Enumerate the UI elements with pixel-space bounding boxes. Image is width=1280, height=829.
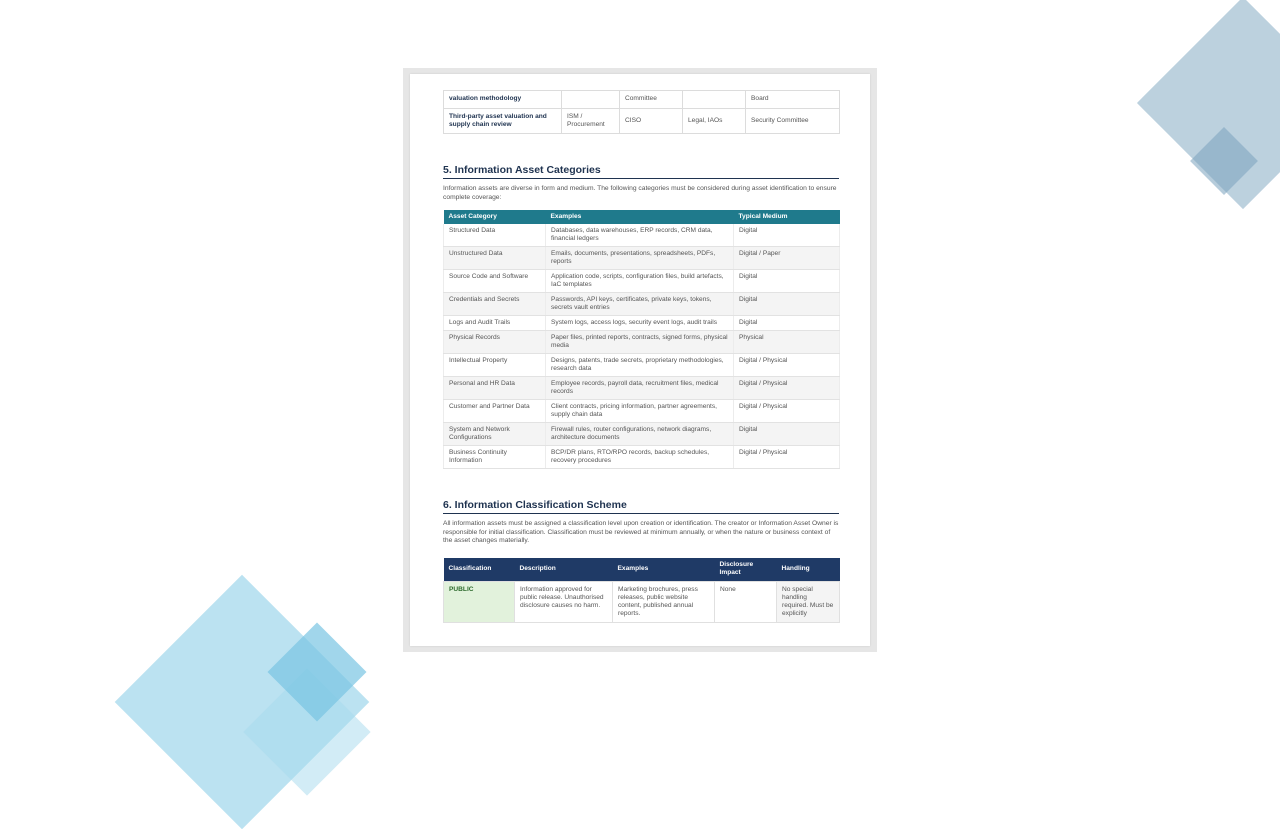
table-row (444, 400, 840, 423)
table-cell: Firewall rules, router configurations, network diagrams, architecture documents (546, 423, 734, 446)
asset-categories-table (443, 210, 840, 469)
table-row (444, 109, 840, 134)
page-content (443, 90, 839, 623)
table-cell: Application code, scripts, configuration files, build artefacts, IaC templates (546, 270, 734, 293)
table-cell: Marketing brochures, press releases, public website content, published annual reports. (613, 581, 715, 622)
table-cell: Digital (734, 224, 840, 247)
table-cell: Digital / Physical (734, 446, 840, 469)
table-row (444, 293, 840, 316)
table-cell: Digital (734, 270, 840, 293)
table-cell: ISM / Procurement (562, 109, 620, 134)
section-heading: 6. Information Classification Scheme (443, 499, 839, 514)
table-cell: System and Network Configurations (444, 423, 546, 446)
table-cell: Digital / Physical (734, 354, 840, 377)
column-header: Classification (444, 558, 515, 582)
table-cell: Structured Data (444, 224, 546, 247)
classification-table (443, 558, 840, 623)
table-cell: System logs, access logs, security event logs, audit trails (546, 316, 734, 331)
column-header: Asset Category (444, 210, 546, 224)
table-cell: Digital (734, 423, 840, 446)
column-header: Handling (777, 558, 840, 582)
table-row (444, 377, 840, 400)
table-cell: Security Committee (746, 109, 840, 134)
table-cell: Emails, documents, presentations, spreadsheets, PDFs, reports (546, 247, 734, 270)
table-cell: Client contracts, pricing information, partner agreements, supply chain data (546, 400, 734, 423)
table-cell (683, 91, 746, 109)
responsibility-table (443, 90, 840, 134)
table-header-row (444, 558, 840, 582)
table-cell: Digital / Physical (734, 377, 840, 400)
table-cell: Committee (620, 91, 683, 109)
column-header: Typical Medium (734, 210, 840, 224)
section-intro: Information assets are diverse in form and medium. The following categories must be considered during asset identification to ensure complete coverage: (443, 185, 837, 201)
table-row (444, 423, 840, 446)
table-cell: Source Code and Software (444, 270, 546, 293)
table-cell: Business Continuity Information (444, 446, 546, 469)
table-cell: Unstructured Data (444, 247, 546, 270)
table-cell: Digital (734, 316, 840, 331)
section-intro: All information assets must be assigned a classification level upon creation or identification. The creator or Information Asset Owner is responsible for initial classification. Classification must be reviewed at minimum annually, or when the nature or business context of the asset changes materially. (443, 520, 839, 544)
table-cell: Paper files, printed reports, contracts, signed forms, physical media (546, 331, 734, 354)
table-row (444, 446, 840, 469)
table-cell: Credentials and Secrets (444, 293, 546, 316)
column-header: Description (515, 558, 613, 582)
table-cell: Passwords, API keys, certificates, private keys, tokens, secrets vault entries (546, 293, 734, 316)
table-cell: Board (746, 91, 840, 109)
table-row (444, 354, 840, 377)
table-cell: Personal and HR Data (444, 377, 546, 400)
table-row (444, 331, 840, 354)
table-cell: Physical (734, 331, 840, 354)
table-header-row (444, 210, 840, 224)
table-cell: Legal, IAOs (683, 109, 746, 134)
table-row (444, 247, 840, 270)
table-row (444, 316, 840, 331)
table-cell: No special handling required. Must be explicitly (777, 581, 840, 622)
table-cell: Intellectual Property (444, 354, 546, 377)
table-cell: None (715, 581, 777, 622)
table-row (444, 224, 840, 247)
table-cell: Third-party asset valuation and supply chain review (444, 109, 562, 134)
table-cell: Databases, data warehouses, ERP records, CRM data, financial ledgers (546, 224, 734, 247)
column-header: Examples (546, 210, 734, 224)
table-cell: Designs, patents, trade secrets, proprietary methodologies, research data (546, 354, 734, 377)
document-page[interactable] (410, 74, 870, 646)
table-cell: BCP/DR plans, RTO/RPO records, backup schedules, recovery procedures (546, 446, 734, 469)
classification-level: PUBLIC (444, 581, 515, 622)
section-heading: 5. Information Asset Categories (443, 164, 839, 179)
document-frame (403, 68, 877, 652)
table-row (444, 91, 840, 109)
table-cell: Digital / Paper (734, 247, 840, 270)
table-cell: Digital / Physical (734, 400, 840, 423)
table-cell: Information approved for public release. Unauthorised disclosure causes no harm. (515, 581, 613, 622)
table-cell (562, 91, 620, 109)
table-row (444, 581, 840, 622)
table-cell: Physical Records (444, 331, 546, 354)
table-cell: CISO (620, 109, 683, 134)
table-cell: Logs and Audit Trails (444, 316, 546, 331)
column-header: Examples (613, 558, 715, 582)
table-cell: Employee records, payroll data, recruitment files, medical records (546, 377, 734, 400)
table-cell: valuation methodology (444, 91, 562, 109)
table-row (444, 270, 840, 293)
column-header: Disclosure Impact (715, 558, 777, 582)
table-cell: Customer and Partner Data (444, 400, 546, 423)
table-cell: Digital (734, 293, 840, 316)
